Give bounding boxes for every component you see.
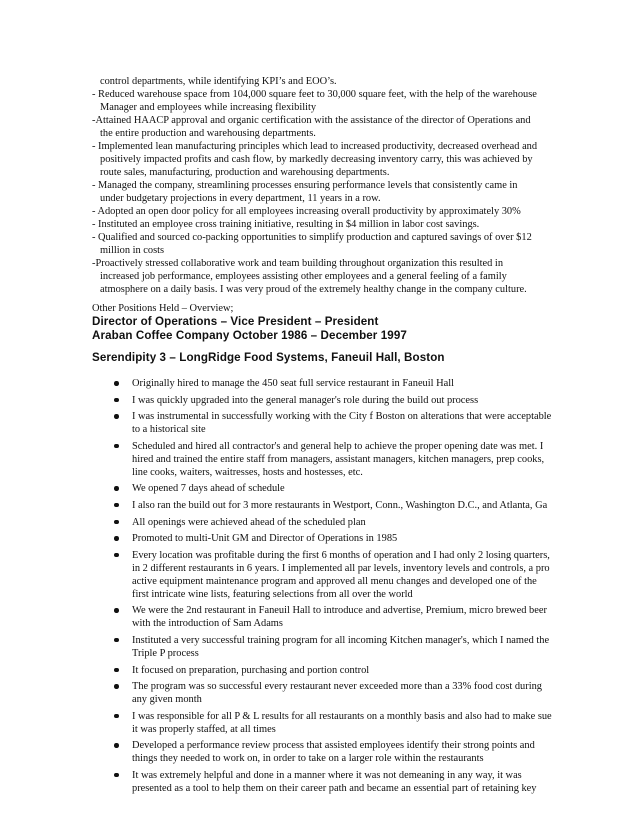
list-item-text: I also ran the build out for 3 more restaurants in Westport, Conn., Washington D.C., and Atlanta, Ga — [132, 499, 548, 511]
list-item-text: Scheduled and hired all contractor's and general help to achieve the proper opening date was met. I hired and trained the entire staff from managers, assistant managers, kitchen managers, prep cooks, line cooks, waiters, waitresses, hosts and hostesses, etc. — [132, 440, 545, 478]
bullet-icon — [114, 553, 119, 558]
bullet-icon — [114, 520, 119, 525]
list-item-text: Developed a performance review process that assisted employees identify their strong points and things they needed to work on, in order to take on a larger role within the restaurants — [132, 740, 535, 765]
accomplishment-text: - Managed the company, streamlining processes ensuring performance levels that consistently came in — [92, 180, 518, 191]
accomplishment-text: - Qualified and sourced co-packing opportunities to simplify production and captured savings of over $12 — [92, 232, 532, 243]
bullet-icon — [114, 608, 119, 613]
accomplishment-item — [92, 140, 562, 179]
list-item — [112, 482, 552, 495]
responsibilities-list — [112, 377, 552, 799]
list-item-text: We were the 2nd restaurant in Faneuil Hall to introduce and advertise, Premium, micro brewed beer with the introduction of Sam Adams — [132, 605, 547, 630]
list-item-text: Instituted a very successful training program for all incoming Kitchen manager's, which I named the Triple P process — [132, 634, 550, 659]
accomplishment-text-continued: million in costs — [100, 245, 165, 256]
list-item-text: It was extremely helpful and done in a manner where it was not demeaning in any way, it was presented as a tool to help them on their career path and became an essential part of retaining key — [132, 769, 537, 794]
bullet-icon — [114, 743, 119, 748]
list-item — [112, 604, 552, 630]
bullet-icon — [114, 638, 119, 643]
bullet-icon — [114, 486, 119, 491]
job-title-heading: Director of Operations – Vice President – President — [92, 315, 379, 328]
bullet-icon — [114, 773, 119, 778]
list-item-text: Originally hired to manage the 450 seat full service restaurant in Faneuil Hall — [132, 378, 455, 389]
accomplishment-item — [92, 257, 562, 296]
accomplishment-item — [92, 75, 562, 88]
accomplishment-item — [92, 179, 562, 205]
accomplishment-text-continued: the entire production and warehousing departments. — [100, 128, 316, 139]
list-item — [112, 769, 552, 795]
bullet-icon — [114, 381, 119, 386]
accomplishment-text: - Implemented lean manufacturing principles which lead to increased productivity, decreased overhead and — [92, 141, 538, 152]
accomplishment-text-continued: under budgetary projections in every department, 11 years in a row. — [100, 193, 381, 204]
list-item — [112, 440, 552, 479]
accomplishment-text-continued: Manager and employees while increasing flexibility — [100, 102, 317, 113]
list-item — [112, 680, 552, 706]
list-item-text: The program was so successful every restaurant never exceeded more than a 33% food cost during any given month — [132, 681, 542, 706]
bullet-icon — [114, 684, 119, 689]
accomplishment-text: - Reduced warehouse space from 104,000 square feet to 30,000 square feet, with the help of the warehouse — [92, 89, 537, 100]
list-item — [112, 377, 552, 390]
accomplishment-item — [92, 231, 562, 257]
bullet-icon — [114, 414, 119, 419]
list-item-text: I was quickly upgraded into the general manager's role during the build out process — [132, 394, 479, 406]
list-item — [112, 664, 552, 677]
list-item — [112, 710, 552, 736]
accomplishment-text: -Proactively stressed collaborative work and team building throughout organization this resulted in — [92, 258, 504, 269]
list-item-text: All openings were achieved ahead of the scheduled plan — [132, 516, 366, 528]
accomplishment-text: - Instituted an employee cross training initiative, resulting in $4 million in labor cost savings. — [92, 219, 480, 230]
list-item — [112, 394, 552, 407]
list-item-text: Promoted to multi-Unit GM and Director of Operations in 1985 — [132, 533, 398, 545]
list-item-text: We opened 7 days ahead of schedule — [132, 483, 285, 495]
other-positions-label: Other Positions Held – Overview; — [92, 303, 234, 314]
list-item — [112, 499, 552, 512]
bullet-icon — [114, 444, 119, 449]
employer-heading: Serendipity 3 – LongRidge Food Systems, Faneuil Hall, Boston — [92, 351, 445, 364]
list-item-text: I was instrumental in successfully working with the City f Boston on alterations that were acceptable to a historical site — [132, 411, 552, 436]
list-item — [112, 739, 552, 765]
accomplishment-text-continued: route sales, manufacturing, production and warehousing departments. — [100, 167, 390, 178]
accomplishment-item — [92, 218, 562, 231]
accomplishments-list — [92, 75, 562, 296]
list-item — [112, 532, 552, 545]
accomplishment-item — [92, 205, 562, 218]
accomplishment-text-continued: positively impacted profits and cash flow, by markedly decreasing inventory carry, this was achieved by — [100, 154, 533, 165]
list-item-text: Every location was profitable during the first 6 months of operation and I had only 2 losing quarters, in 2 different restaurants in 6 years. I implemented all par levels, inventory levels and controls, a pro active equipment maintenance program and approved all menu changes and developed one of the first intricate wine lists, featuring selections from all over the world — [132, 549, 550, 600]
accomplishment-text: control departments, while identifying KPI’s and EOO’s. — [100, 76, 337, 87]
list-item — [112, 516, 552, 529]
accomplishment-item — [92, 114, 562, 140]
bullet-icon — [114, 668, 119, 673]
list-item — [112, 634, 552, 660]
accomplishment-text: - Adopted an open door policy for all employees increasing overall productivity by approximately 30% — [92, 206, 521, 217]
bullet-icon — [114, 503, 119, 508]
bullet-icon — [114, 714, 119, 719]
accomplishment-text-continued: increased job performance, employees assisting other employees and a general feeling of a family — [100, 271, 507, 282]
accomplishment-item — [92, 88, 562, 114]
list-item-text: It focused on preparation, purchasing and portion control — [132, 664, 370, 676]
list-item — [112, 410, 552, 436]
bullet-icon — [114, 536, 119, 541]
company-dates-heading: Araban Coffee Company October 1986 – December 1997 — [92, 329, 407, 342]
bullet-icon — [114, 398, 119, 403]
accomplishment-text-continued: atmosphere on a daily basis. I was very proud of the extremely healthy change in the company culture. — [100, 284, 527, 295]
list-item — [112, 549, 552, 601]
accomplishment-text: -Attained HAACP approval and organic certification with the assistance of the director of Operations and — [92, 115, 531, 126]
list-item-text: I was responsible for all P & L results for all restaurants on a monthly basis and also had to make sue it was properly staffed, at all times — [132, 710, 552, 735]
